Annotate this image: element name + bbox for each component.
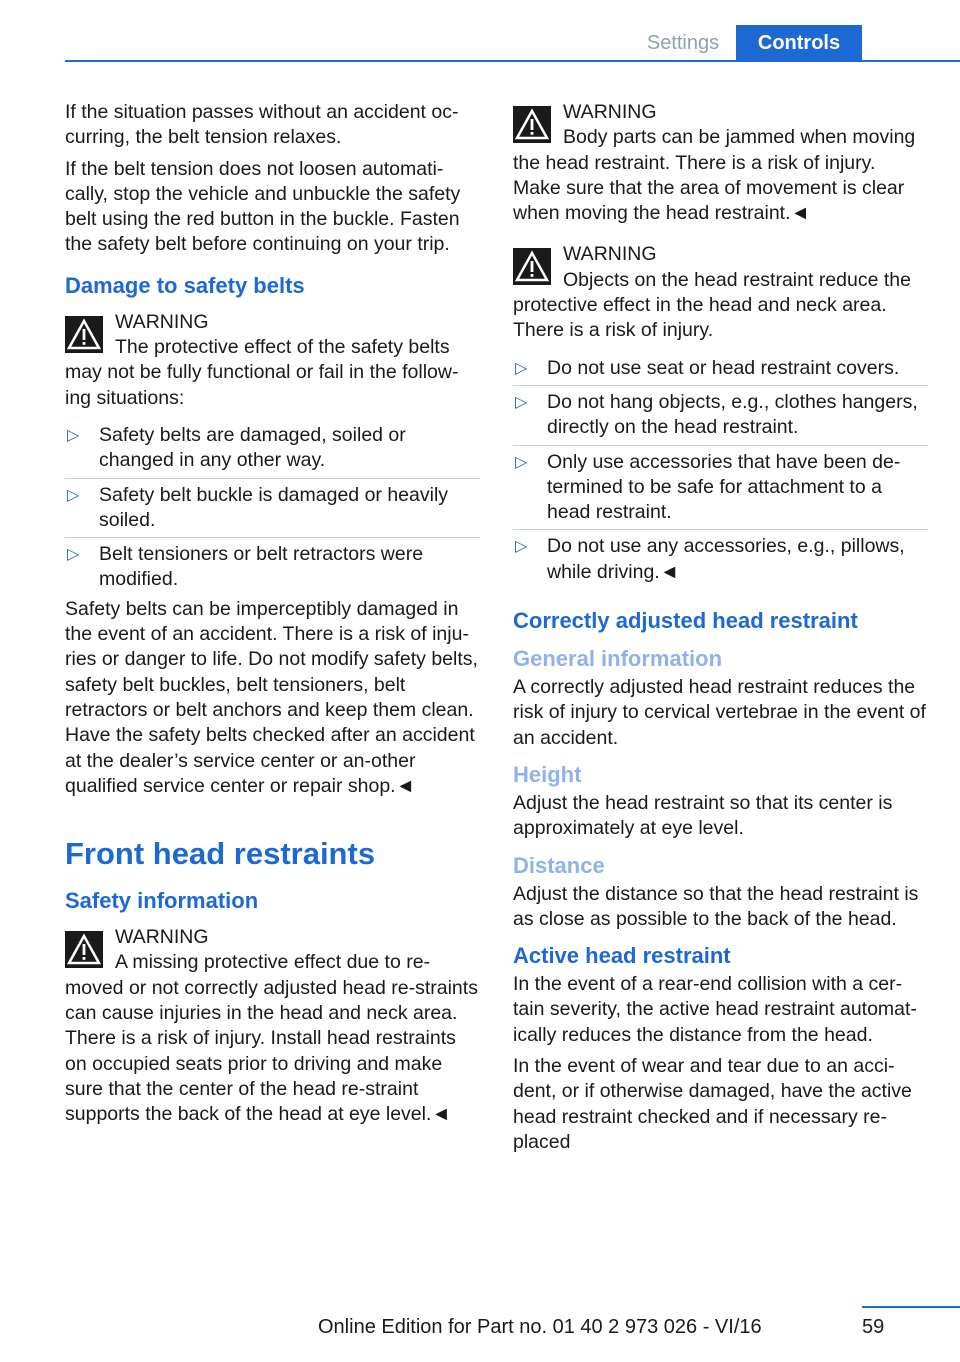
heading-height: Height <box>513 761 582 787</box>
header-section-label: Settings <box>646 32 720 54</box>
heading-distance: Distance <box>513 852 605 878</box>
paragraph-imperceptible-damage: Safety belts can be imperceptibly damaged in the event of an accident. There is a risk of inju‐ries or danger to life. Do not modify safety belts, safety belt buckles, belt tensioners, belt retractors or belt anchors and keep them clean. Have the safety belts checked after an accident at the dealer’s service center or an‐other qualified service center or repair shop.◄ <box>65 597 478 797</box>
warning-triangle-icon <box>65 931 103 968</box>
page-number: 59 <box>862 1306 960 1339</box>
paragraph-active-2: In the event of wear and tear due to an acci‐dent, or if otherwise damaged, have the active head restraint checked and if necessary re‐placed <box>513 1055 912 1153</box>
bullet-arrow-icon: ▷ <box>515 393 528 411</box>
warning-triangle-icon <box>513 106 551 143</box>
list-item: ▷ Safety belts are damaged, soiled or changed in any other way. <box>65 419 480 479</box>
list-item: ▷ Only use accessories that have been de‐termined to be safe for attachment to a head restraint. <box>513 446 928 531</box>
bullet-arrow-icon: ▷ <box>515 453 528 471</box>
heading-correctly-adjusted: Correctly adjusted head restraint <box>513 608 858 634</box>
list-item: ▷ Do not hang objects, e.g., clothes hangers, directly on the head restraint. <box>513 386 928 446</box>
warning-title: WARNING <box>563 243 657 266</box>
bullet-list <box>65 419 480 597</box>
heading-front-head-restraints: Front head restraints <box>65 836 376 872</box>
header-chapter-tab: Controls <box>736 25 862 62</box>
list-item: ▷ Belt tensioners or belt retractors were modified. <box>67 543 424 591</box>
right-column <box>513 100 928 1161</box>
heading-safety-information: Safety information <box>65 888 259 914</box>
left-column <box>65 100 480 1136</box>
warning-block <box>65 310 480 411</box>
warning-title: WARNING <box>563 101 657 123</box>
warning-title: WARNING <box>115 310 209 333</box>
bullet-arrow-icon: ▷ <box>515 359 528 377</box>
paragraph-distance: Adjust the distance so that the head restraint is as close as possible to the back of the head. <box>513 882 919 930</box>
bullet-arrow-icon: ▷ <box>515 538 528 556</box>
warning-title: WARNING <box>115 926 209 949</box>
paragraph-belt-relax: If the situation passes without an accident oc‐curring, the belt tension relaxes. <box>65 101 459 149</box>
paragraph-active-1: In the event of a rear-end collision with a cer‐tain severity, the active head restraint automat‐ically reduces the distance from the head. <box>513 973 917 1046</box>
paragraph-belt-tension: If the belt tension does not loosen automati‐cally, stop the vehicle and unbuckle the safety belt using the red button in the buckle. Fasten the safety belt before continuing on your trip. <box>65 157 461 256</box>
heading-general-information: General information <box>513 646 723 672</box>
footer-edition: Online Edition for Part no. 01 40 2 973 026 - VI/16 <box>318 1316 762 1338</box>
warning-triangle-icon <box>65 316 103 353</box>
heading-active-head-restraint: Active head restraint <box>513 943 731 969</box>
header-rule <box>65 60 960 62</box>
bullet-arrow-icon: ▷ <box>67 486 80 504</box>
warning-block <box>513 242 928 343</box>
list-item: ▷ Safety belt buckle is damaged or heavily soiled. <box>65 479 480 539</box>
paragraph-height: Adjust the head restraint so that its center is approximately at eye level. <box>513 791 893 840</box>
bullet-arrow-icon: ▷ <box>67 546 80 564</box>
paragraph-general: A correctly adjusted head restraint reduces the risk of injury to cervical vertebrae in the event of an accident. <box>513 676 926 749</box>
heading-damage-safety-belts: Damage to safety belts <box>65 272 305 298</box>
warning-block <box>65 925 480 1127</box>
warning-triangle-icon <box>513 248 551 285</box>
warning-text: Objects on the head restraint reduce the protective effect in the head and neck area. There is a risk of injury. <box>513 268 911 342</box>
bullet-arrow-icon: ▷ <box>67 426 80 444</box>
warning-block <box>513 100 928 226</box>
warning-text: The protective effect of the safety belts may not be fully functional or fail in the follow‐ing situations: <box>65 336 459 409</box>
warning-text: A missing protective effect due to re‐moved or not correctly adjusted head re‐straints can cause injuries in the head and neck area. There is a risk of injury. Install head restraints on occupied seats prior to driving and make sure that the center of the head re‐straint supports the back of the head at eye level.◄ <box>65 951 478 1126</box>
list-item: ▷ Do not use any accessories, e.g., pillows, while driving.◄ <box>515 535 905 583</box>
list-item: ▷ Do not use seat or head restraint covers. <box>513 352 928 386</box>
bullet-list <box>513 352 928 589</box>
warning-text: Body parts can be jammed when moving the head restraint. There is a risk of injury. Make sure that the area of movement is clear when moving the head restraint.◄ <box>513 126 916 225</box>
